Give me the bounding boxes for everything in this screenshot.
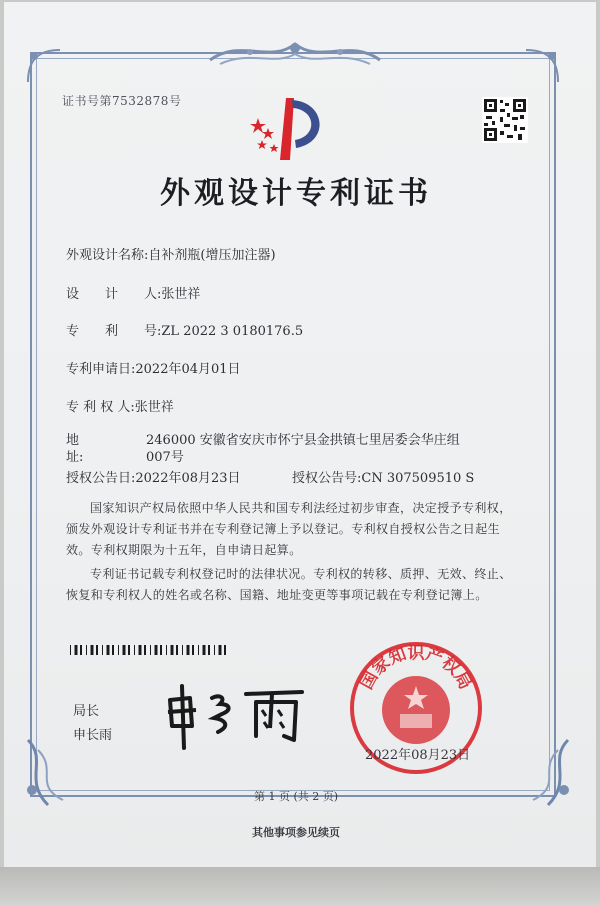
footer-note: 其他事项参见续页	[252, 826, 340, 839]
field-label: 设 计 人:	[66, 287, 162, 302]
field-value: 2022年08月23日	[135, 471, 241, 486]
corner-ornament-icon	[522, 46, 562, 86]
field-label: 专 利 号:	[66, 324, 162, 339]
director-signature	[160, 680, 310, 750]
cnipa-logo-icon	[246, 90, 342, 162]
field-label: 专 利 权 人:	[66, 400, 135, 415]
barcode	[70, 645, 230, 655]
page-title: 外观设计专利证书	[160, 176, 432, 211]
director-name: 申长雨	[73, 728, 113, 743]
field-patentee	[66, 396, 174, 415]
field-application-date	[66, 358, 241, 377]
field-value: 张世祥	[134, 400, 174, 415]
seal-date: 2022年08月23日	[365, 748, 471, 763]
legal-status-statement: 专利证书记载专利权登记时的法律状况。专利权的转移、质押、无效、终止、恢复和专利权人的姓名或名称、国籍、地址变更等事项记载在专利登记簿上。	[66, 567, 512, 602]
field-patent-number	[66, 320, 303, 339]
seal-text: 国家知识产权局	[356, 643, 476, 693]
field-value: CN 307509510 S	[361, 471, 475, 486]
qr-code	[482, 97, 528, 143]
field-label: 专利申请日:	[66, 362, 136, 377]
corner-ornament-icon	[24, 46, 64, 86]
grant-info-row	[66, 467, 475, 486]
field-value: 自补剂瓶(增压加注器)	[148, 248, 276, 263]
field-label: 授权公告日:	[66, 471, 136, 486]
field-label: 地 址:	[66, 433, 145, 465]
certificate-statement: 国家知识产权局依照中华人民共和国专利法经过初步审查，决定授予专利权，颁发外观设计专利证书并在专利登记簿上予以登记。专利权自授权公告之日起生效。专利权期限为十五年，自申请日起算。	[66, 501, 512, 557]
background-surface	[0, 867, 600, 905]
field-designer	[66, 283, 200, 302]
field-value: ZL 2022 3 0180176.5	[161, 324, 304, 339]
field-label: 授权公告号:	[292, 471, 362, 486]
field-value: 246000 安徽省安庆市怀宁县金拱镇七里居委会华庄组007号	[146, 433, 460, 465]
field-label: 外观设计名称:	[66, 248, 149, 263]
page-number: 第 1 页 (共 2 页)	[253, 790, 339, 803]
field-value: 张世祥	[161, 287, 201, 302]
grant-publication	[292, 467, 474, 486]
field-design-name	[66, 244, 276, 263]
director-title: 局长	[73, 704, 100, 719]
top-ornament-icon	[200, 34, 390, 70]
certificate-number: 证书号第7532878号	[62, 94, 182, 108]
field-value: 2022年04月01日	[135, 362, 241, 377]
field-address	[66, 432, 476, 466]
